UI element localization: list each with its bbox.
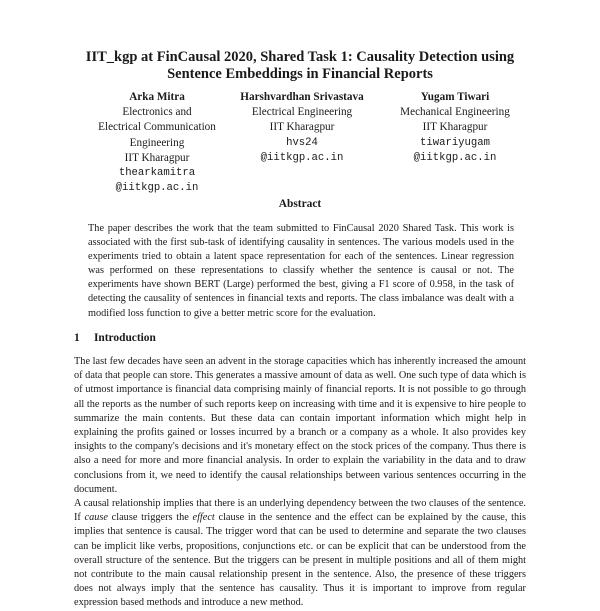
introduction-body <box>74 355 526 611</box>
author-email-domain[interactable]: @iitkgp.ac.in <box>260 151 344 164</box>
author-name: Harshvardhan Srivastava <box>240 91 364 103</box>
section-heading-introduction <box>74 332 156 344</box>
paper-title <box>40 49 560 83</box>
author-name: Arka Mitra <box>129 91 185 103</box>
author-block-3 <box>380 90 530 166</box>
author-affiliation-line: IIT Kharagpur <box>124 151 190 164</box>
author-affiliation-line: Engineering <box>129 136 185 149</box>
paragraph-2-part-b: clause triggers the <box>108 512 193 524</box>
author-block-2 <box>222 90 382 166</box>
paper-title-line-2: Sentence Embeddings in Financial Reports <box>167 66 433 82</box>
paragraph-1: The last few decades have seen an advent in the storage capacities which has inherently increased the amount of data that people can store. This generates a massive amount of data as well. One such type of data which is of utmost importance is financial data comprising mainly of financial reports. It is not possible to go through all the reports as the number of such reports keep on increasing with time and it is expensive to hire people to summarize the main contents. But these data can contain important information which might help in explaining the profits gained or losses incurred by a branch or a company as a whole. It also provides key insights to the company's decisions and it's monetary effect on the stock prices of the company. Thus there is also a need for more and more financial analysis. In order to explain the variability in the data and to draw conclusions from it, we need to identify the causal relationships between various sentences occurring in the document. <box>74 356 526 495</box>
abstract-heading: Abstract <box>278 198 322 210</box>
author-block-1 <box>82 90 232 196</box>
author-name: Yugam Tiwari <box>420 91 490 103</box>
paragraph-2-part-a: A causal relationship implies that there is an underlying dependency between the two clauses of the sentence. If <box>74 498 526 524</box>
abstract-text: The paper describes the work that the team submitted to FinCausal 2020 Shared Task. This work is associated with the first sub-task of identifying causality in sentences. The various models used in the experiments tried to obtain a latent space representation for each of the sentences. Linear regression was performed on these representations to classify whether the sentence is causal or not. The experiments have shown BERT (Large) performed the best, giving a F1 score of 0.958, in the task of detecting the causality of sentences in financial texts and reports. The class imbalance was dealt with a modified loss function to give a better metric score for the evaluation. <box>88 223 514 319</box>
section-number: 1 <box>74 332 80 344</box>
author-affiliation-line: Electrical Engineering <box>251 106 353 119</box>
author-affiliation-line: Electrical Communication <box>98 121 216 134</box>
term-cause: cause <box>84 512 108 524</box>
author-email[interactable]: hvs24 <box>286 136 318 149</box>
section-title: Introduction <box>94 332 156 344</box>
author-email-domain[interactable]: @iitkgp.ac.in <box>413 151 497 164</box>
paper-title-line-1: IIT_kgp at FinCausal 2020, Shared Task 1: Causality Detection using <box>85 49 515 65</box>
author-email[interactable]: thearkamitra <box>118 167 196 180</box>
term-effect: effect <box>192 512 215 524</box>
paragraph-2 <box>74 497 526 611</box>
author-affiliation-line: Mechanical Engineering <box>400 106 510 119</box>
author-affiliation-line: IIT Kharagpur <box>269 121 335 134</box>
author-email[interactable]: tiwariyugam <box>420 136 490 149</box>
author-affiliation-line: IIT Kharagpur <box>422 121 488 134</box>
author-affiliation-line: Electronics and <box>122 106 192 119</box>
author-email-domain[interactable]: @iitkgp.ac.in <box>115 182 199 195</box>
paragraph-2-part-c: clause in the sentence and the effect can be explained by the cause, this implies that sentence is causal. The trigger word that can be used to determine and separate the two clauses can be implicit like verbs, propositions, conjunctions etc. or can be explicit that can be understood from the overall structure of the sentence. But the triggers can be present in multiple positions and all of them might not contribute to the main causal relationship present in the sentence. Also, the presence of these triggers does not always imply that the sentence has causality. Thus it is important to improve from regular expression based methods and introduce a new method. <box>74 512 527 609</box>
